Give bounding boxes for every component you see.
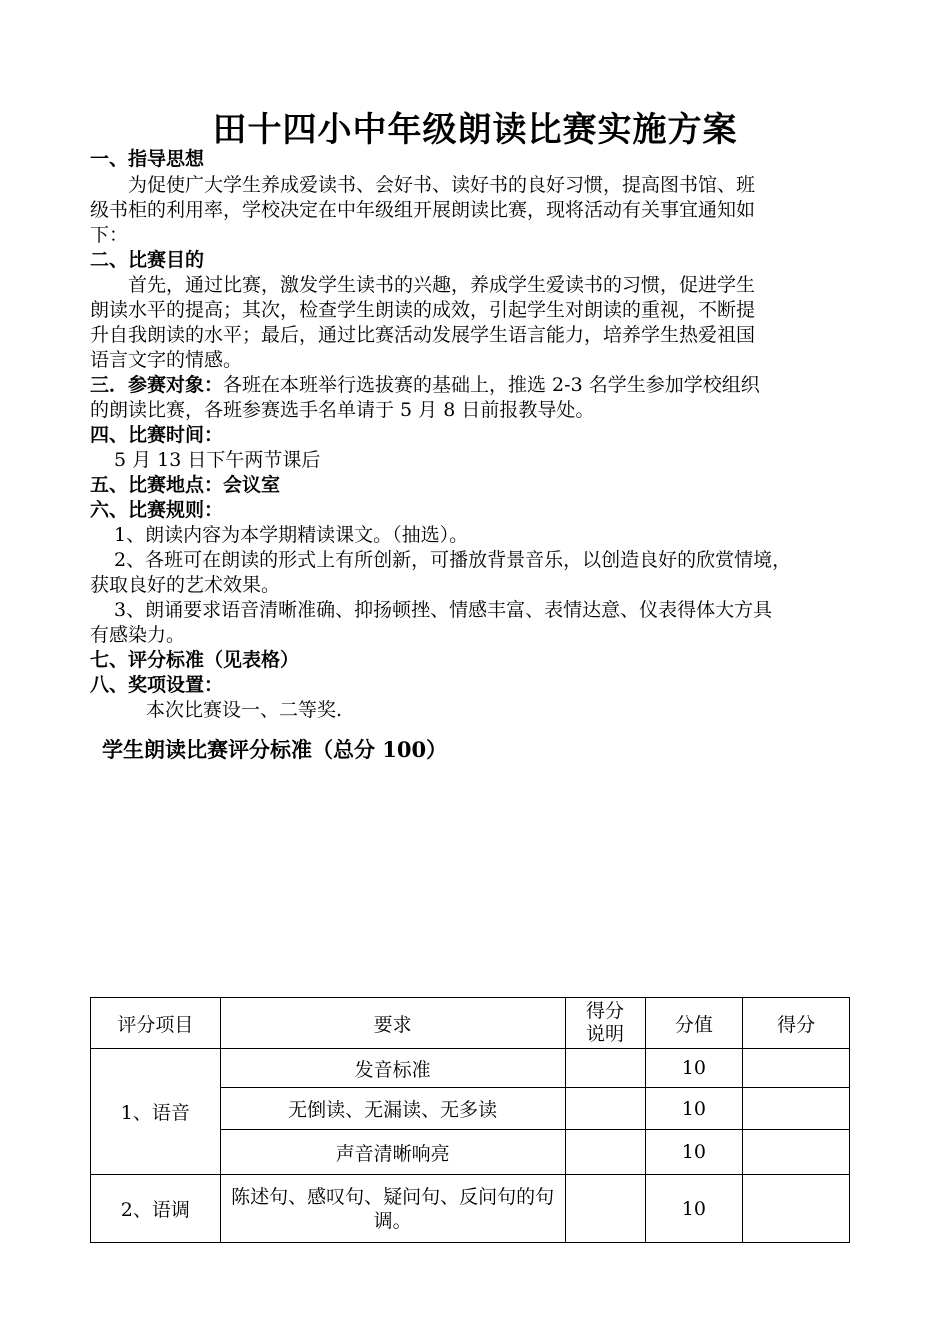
- section-2-heading: 二、比赛目的: [90, 249, 205, 271]
- score-note-cell: [565, 1130, 645, 1175]
- item-cell: 1、语音: [91, 1049, 221, 1175]
- section-3-line-2: 的朗读比赛，各班参赛选手名单请于 5 月 8 日前报教导处。: [90, 399, 595, 421]
- header-value: 分值: [645, 998, 743, 1049]
- item-cell: 2、语调: [91, 1175, 221, 1243]
- section-2-line-3: 升自我朗读的水平；最后，通过比赛活动发展学生语言能力，培养学生热爱祖国: [90, 324, 756, 346]
- header-requirement: 要求: [220, 998, 565, 1049]
- section-7-heading: 七、评分标准（见表格）: [90, 649, 300, 671]
- table-title: 学生朗读比赛评分标准（总分 100）: [102, 737, 448, 762]
- section-1-heading: 一、指导思想: [90, 148, 205, 170]
- section-4-heading: 四、比赛时间：: [90, 424, 224, 446]
- section-1-line-2: 级书柜的利用率，学校决定在中年级组开展朗读比赛，现将活动有关事宜通知如: [90, 199, 756, 221]
- header-score-note-text: 得分说明: [586, 1000, 625, 1045]
- section-3-line-1: [90, 373, 870, 398]
- score-note-cell: [565, 1088, 645, 1130]
- requirement-cell: 发音标准: [220, 1049, 565, 1088]
- section-5-heading: 五、比赛地点：会议室: [90, 474, 281, 496]
- score-cell: [743, 1088, 850, 1130]
- header-score: 得分: [743, 998, 850, 1049]
- section-1-line-1: 为促使广大学生养成爱读书、会好书、读好书的良好习惯，提高图书馆、班: [128, 174, 756, 196]
- section-3-heading: 三．参赛对象：: [90, 374, 224, 396]
- requirement-cell: 声音清晰响亮: [220, 1130, 565, 1175]
- section-2-line-4: 语言文字的情感。: [90, 349, 243, 371]
- section-3-text-1: 各班在本班举行选拔赛的基础上，推选 2-3 名学生参加学校组织: [223, 374, 760, 396]
- section-6-line-1: 1、朗读内容为本学期精读课文。（抽选）。: [114, 524, 469, 546]
- section-4-line-1: 5 月 13 日下午两节课后: [114, 449, 321, 471]
- table-header-row: [91, 998, 850, 1049]
- requirement-cell: [220, 1175, 565, 1243]
- table-row: [91, 1175, 850, 1243]
- score-note-cell: [565, 1049, 645, 1088]
- score-cell: [743, 1130, 850, 1175]
- section-2-line-2: 朗读水平的提高；其次，检查学生朗读的成效，引起学生对朗读的重视，不断提: [90, 299, 756, 321]
- section-6-line-5: 有感染力。: [90, 624, 186, 646]
- value-cell: 10: [645, 1088, 743, 1130]
- score-cell: [743, 1175, 850, 1243]
- section-1-line-3: 下：: [90, 224, 129, 246]
- requirement-text: 陈述句、感叹句、疑问句、反问句的句调。: [231, 1185, 555, 1232]
- document-title: 田十四小中年级朗读比赛实施方案: [212, 110, 738, 150]
- header-item: 评分项目: [91, 998, 221, 1049]
- value-cell: 10: [645, 1175, 743, 1243]
- section-6-line-4: 3、朗诵要求语音清晰准确、抑扬顿挫、情感丰富、表情达意、仪表得体大方具: [114, 599, 773, 621]
- section-8-line-1: 本次比赛设一、二等奖.: [146, 699, 343, 721]
- scoring-table: [90, 997, 850, 1243]
- score-cell: [743, 1049, 850, 1088]
- section-2-line-1: 首先，通过比赛，激发学生读书的兴趣，养成学生爱读书的习惯，促进学生: [128, 274, 756, 296]
- table-row: [91, 1049, 850, 1088]
- section-6-line-2: 2、各班可在朗读的形式上有所创新，可播放背景音乐，以创造良好的欣赏情境，: [114, 549, 792, 571]
- value-cell: 10: [645, 1130, 743, 1175]
- score-note-cell: [565, 1175, 645, 1243]
- requirement-cell: 无倒读、无漏读、无多读: [220, 1088, 565, 1130]
- value-cell: 10: [645, 1049, 743, 1088]
- section-8-heading: 八、奖项设置：: [90, 674, 224, 696]
- section-6-line-3: 获取良好的艺术效果。: [90, 574, 281, 596]
- header-score-note: [565, 998, 645, 1049]
- section-6-heading: 六、比赛规则：: [90, 499, 224, 521]
